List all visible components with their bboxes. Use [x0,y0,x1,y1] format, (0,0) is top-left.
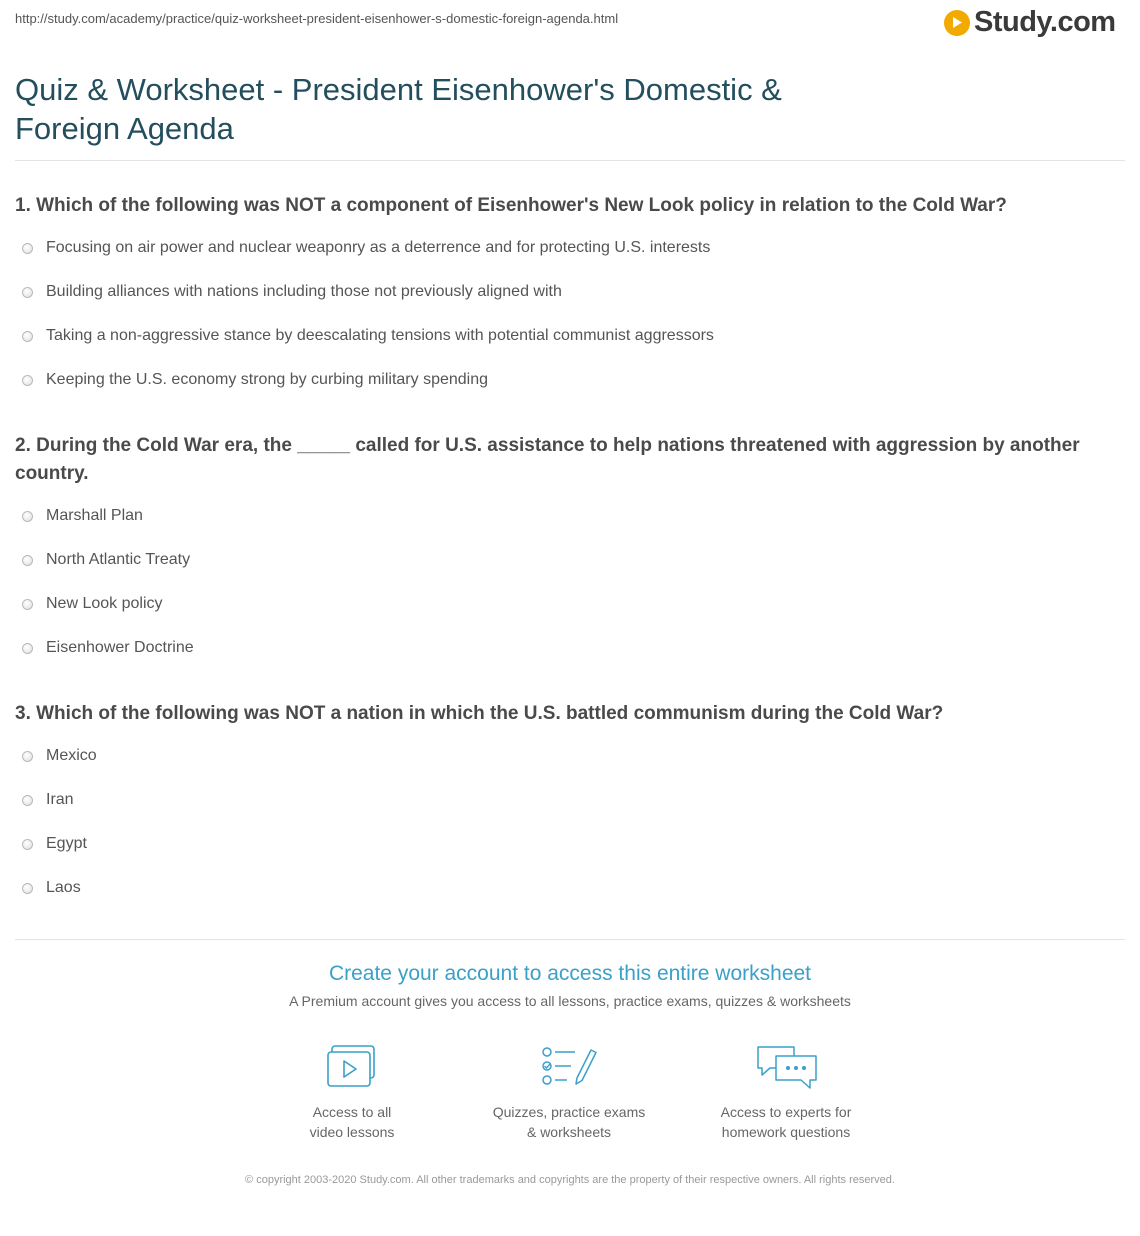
radio-button[interactable] [22,751,33,762]
option-label: Eisenhower Doctrine [46,639,194,656]
radio-button[interactable] [22,839,33,850]
create-account-link[interactable]: Create your account to access this entire worksheet [328,962,812,985]
chat-bubbles-icon [754,1044,818,1090]
feature-line: video lessons [309,1124,395,1140]
radio-button[interactable] [22,331,33,342]
feature-line: Quizzes, practice exams [492,1104,646,1120]
feature-line: & worksheets [526,1124,612,1140]
premium-description: A Premium account gives you access to all lessons, practice exams, quizzes & worksheets [289,993,851,1009]
question-1-option-d[interactable] [22,371,488,389]
play-icon [944,10,970,36]
feature-line: homework questions [721,1124,851,1140]
option-label: Egypt [46,835,87,852]
question-2-option-d[interactable] [22,639,194,657]
question-3-option-a[interactable] [22,747,97,765]
radio-button[interactable] [22,643,33,654]
option-label: Iran [46,791,74,808]
question-2-option-c[interactable] [22,595,163,613]
question-1-option-a[interactable] [22,239,710,257]
option-label: Mexico [46,747,97,764]
copyright-notice: © copyright 2003-2020 Study.com. All other trademarks and copyrights are the property of their respective owners. All rights reserved. [245,1174,895,1186]
radio-button[interactable] [22,599,33,610]
question-3-option-b[interactable] [22,791,74,809]
option-label: Building alliances with nations including those not previously aligned with [46,283,562,300]
question-3-option-d[interactable] [22,879,81,897]
page-url: http://study.com/academy/practice/quiz-worksheet-president-eisenhower-s-domestic-foreign-agenda.html [15,11,619,26]
radio-button[interactable] [22,243,33,254]
radio-button[interactable] [22,883,33,894]
question-1-option-c[interactable] [22,327,714,345]
feature-experts [686,1044,886,1142]
radio-button[interactable] [22,375,33,386]
question-2-option-b[interactable] [22,551,190,569]
question-3: 3. Which of the following was NOT a nation in which the U.S. battled communism during the Cold War? [15,703,944,724]
feature-line: Access to experts for [720,1104,852,1120]
page-title [15,70,915,148]
radio-button[interactable] [22,287,33,298]
option-label: Marshall Plan [46,507,143,524]
question-2: 2. During the Cold War era, the _____ called for U.S. assistance to help nations threatened with aggression by another country. [15,435,1080,484]
question-2-option-a[interactable] [22,507,143,525]
question-1: 1. Which of the following was NOT a component of Eisenhower's New Look policy in relation to the Cold War? [15,195,1007,216]
video-lesson-icon [326,1044,378,1090]
option-label: New Look policy [46,595,163,612]
radio-button[interactable] [22,511,33,522]
question-1-option-b[interactable] [22,283,562,301]
option-label: North Atlantic Treaty [46,551,191,568]
quiz-checklist-icon [541,1044,597,1090]
divider [15,939,1125,940]
question-3-option-c[interactable] [22,835,87,853]
logo-text: Study.com [974,6,1116,38]
study-logo[interactable] [944,6,1116,39]
feature-video-lessons [252,1044,452,1142]
option-label: Keeping the U.S. economy strong by curbing military spending [46,371,489,388]
radio-button[interactable] [22,795,33,806]
option-label: Taking a non-aggressive stance by deescalating tensions with potential communist aggressors [46,327,714,344]
option-label: Laos [46,879,81,896]
divider [15,160,1125,161]
option-label: Focusing on air power and nuclear weaponry as a deterrence and for protecting U.S. interests [46,239,711,256]
title-line-2: Foreign Agenda [15,111,234,146]
feature-quizzes [469,1044,669,1142]
radio-button[interactable] [22,555,33,566]
feature-line: Access to all [312,1104,392,1120]
title-line-1: Quiz & Worksheet - President Eisenhower's Domestic & [15,72,782,107]
